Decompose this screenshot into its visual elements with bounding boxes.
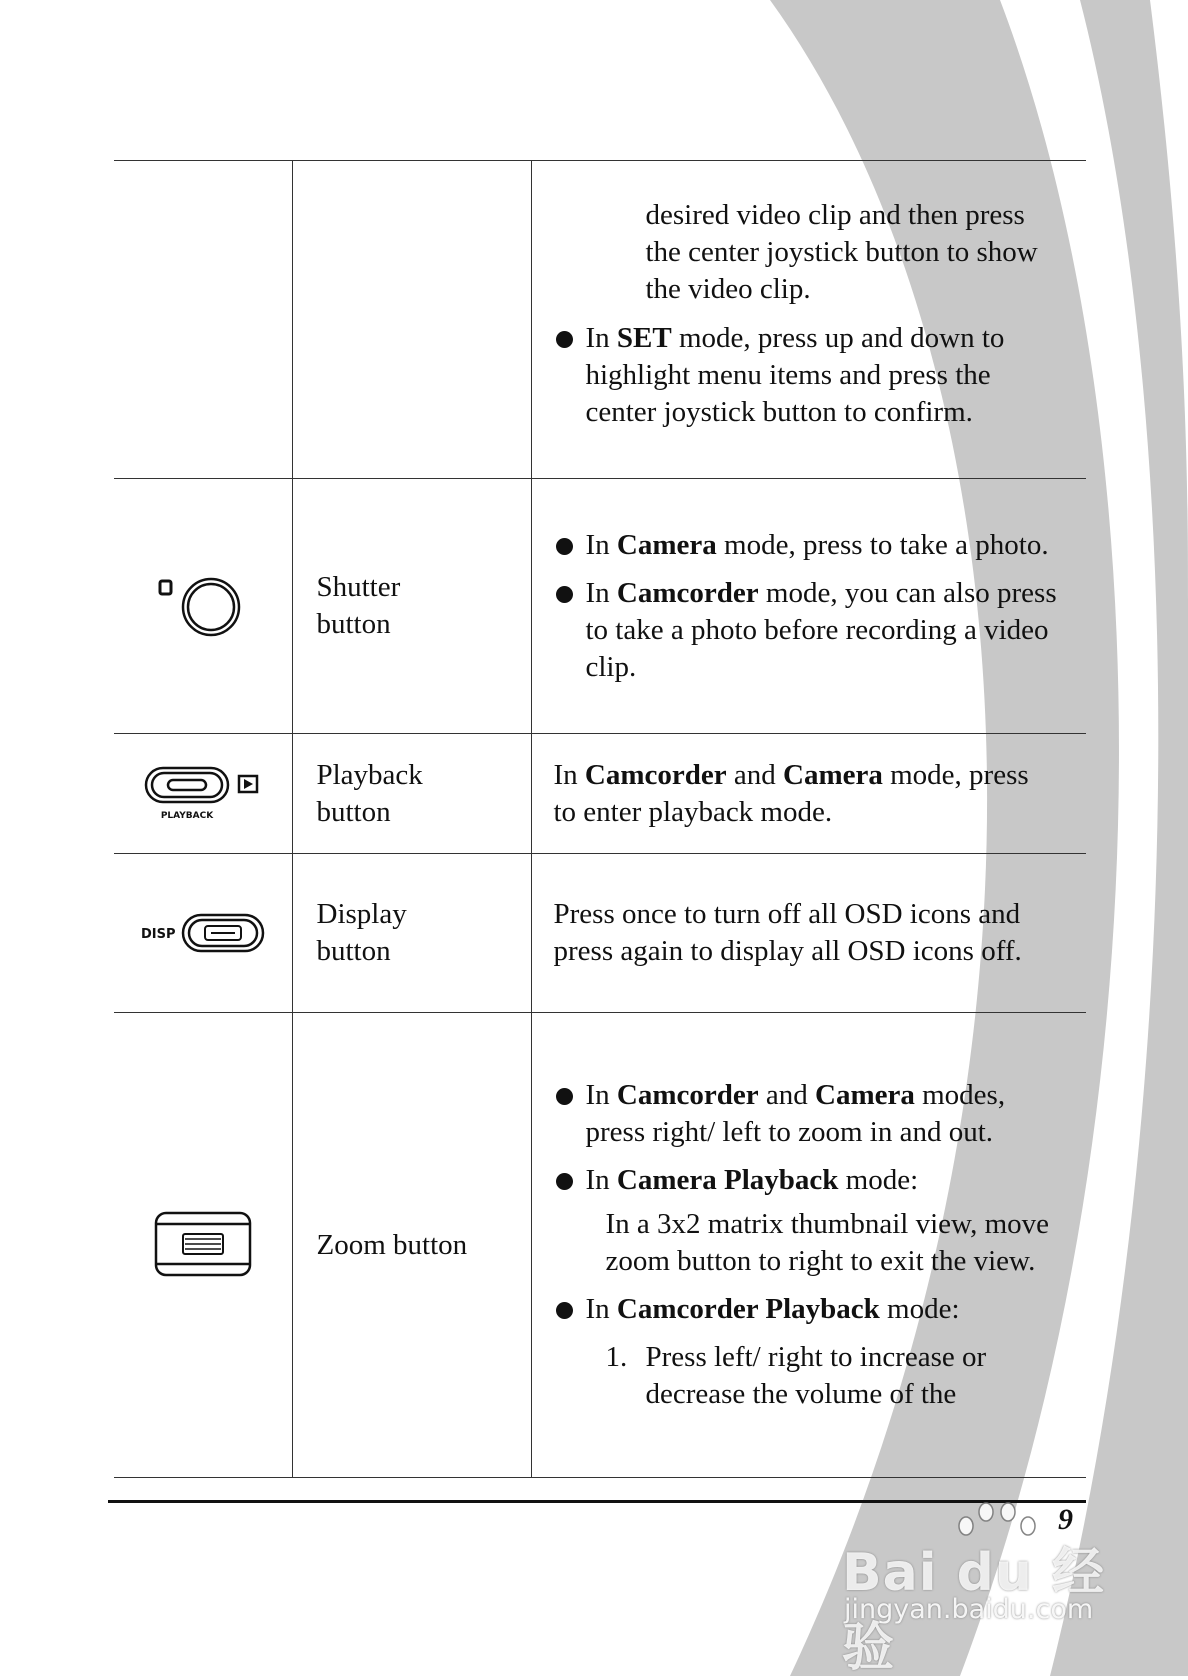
name-cell	[292, 161, 531, 479]
bullet-dot	[556, 1302, 573, 1319]
bullet-item: In Camera mode, press to take a photo.	[554, 527, 1059, 564]
bullet-dot	[556, 331, 573, 348]
playback-button-icon	[143, 764, 263, 824]
sub-paragraph: In a 3x2 matrix thumbnail view, move zoom button to right to exit the view.	[605, 1208, 1049, 1277]
icon-caption: DISP	[140, 927, 176, 942]
watermark	[842, 1500, 1122, 1678]
bullet-dot	[556, 538, 573, 555]
button-name-line: button	[316, 935, 391, 967]
display-button-icon	[141, 911, 265, 955]
table-row	[114, 734, 1086, 854]
bullet-dot	[556, 1088, 573, 1105]
bullet-item: In SET mode, press up and down to highlight menu items and press the center joystick button to confirm.	[554, 320, 1059, 431]
name-cell	[292, 854, 531, 1013]
name-cell: Zoom button	[292, 1013, 531, 1478]
page-number: 9	[1058, 1503, 1073, 1536]
icon-cell	[114, 161, 292, 479]
table-row	[114, 1013, 1086, 1478]
name-cell	[292, 479, 531, 734]
icon-cell	[114, 479, 292, 734]
item-number: 1.	[605, 1341, 628, 1373]
description-cell: Press once to turn off all OSD icons and press again to display all OSD icons off.	[531, 854, 1086, 1013]
description-cell	[531, 161, 1086, 479]
bullet-item: In Camera Playback mode:	[554, 1162, 1059, 1199]
bullet-item: In Camcorder Playback mode:	[554, 1291, 1059, 1328]
icon-cell	[114, 1013, 292, 1478]
button-name-line: Display	[316, 898, 407, 930]
icon-caption: PLAYBACK	[160, 810, 213, 821]
table-row	[114, 854, 1086, 1013]
table-row	[114, 479, 1086, 734]
numbered-item: 1. Press left/ right to increase or decrease the volume of the	[605, 1341, 987, 1410]
watermark-url: jingyan.baidu.com	[844, 1594, 1094, 1625]
button-name-line: Playback	[316, 758, 423, 791]
icon-cell	[114, 854, 292, 1013]
bullet-dot	[556, 586, 573, 603]
bullet-dot	[556, 1173, 573, 1190]
button-name-line: button	[316, 795, 391, 828]
buttons-table	[114, 160, 1086, 1478]
bullet-item: In Camcorder mode, you can also press to take a photo before recording a video clip.	[554, 575, 1059, 686]
description-cell	[531, 479, 1086, 734]
watermark-brand: Bai du 经验	[842, 1543, 1105, 1678]
description-cell: In Camcorder and Camera mode, press to enter playback mode.	[531, 734, 1086, 854]
description-cell	[531, 1013, 1086, 1478]
continued-text: desired video clip and then press the center joystick button to show the video clip.	[645, 199, 1038, 305]
bullet-item: In Camcorder and Camera modes, press right/ left to zoom in and out.	[554, 1077, 1059, 1151]
shutter-button-icon	[158, 571, 248, 641]
button-name-line: Shutter	[316, 571, 401, 603]
button-name-line: button	[316, 608, 391, 640]
icon-cell	[114, 734, 292, 854]
zoom-button-icon	[153, 1210, 253, 1280]
table-row	[114, 161, 1086, 479]
name-cell	[292, 734, 531, 854]
